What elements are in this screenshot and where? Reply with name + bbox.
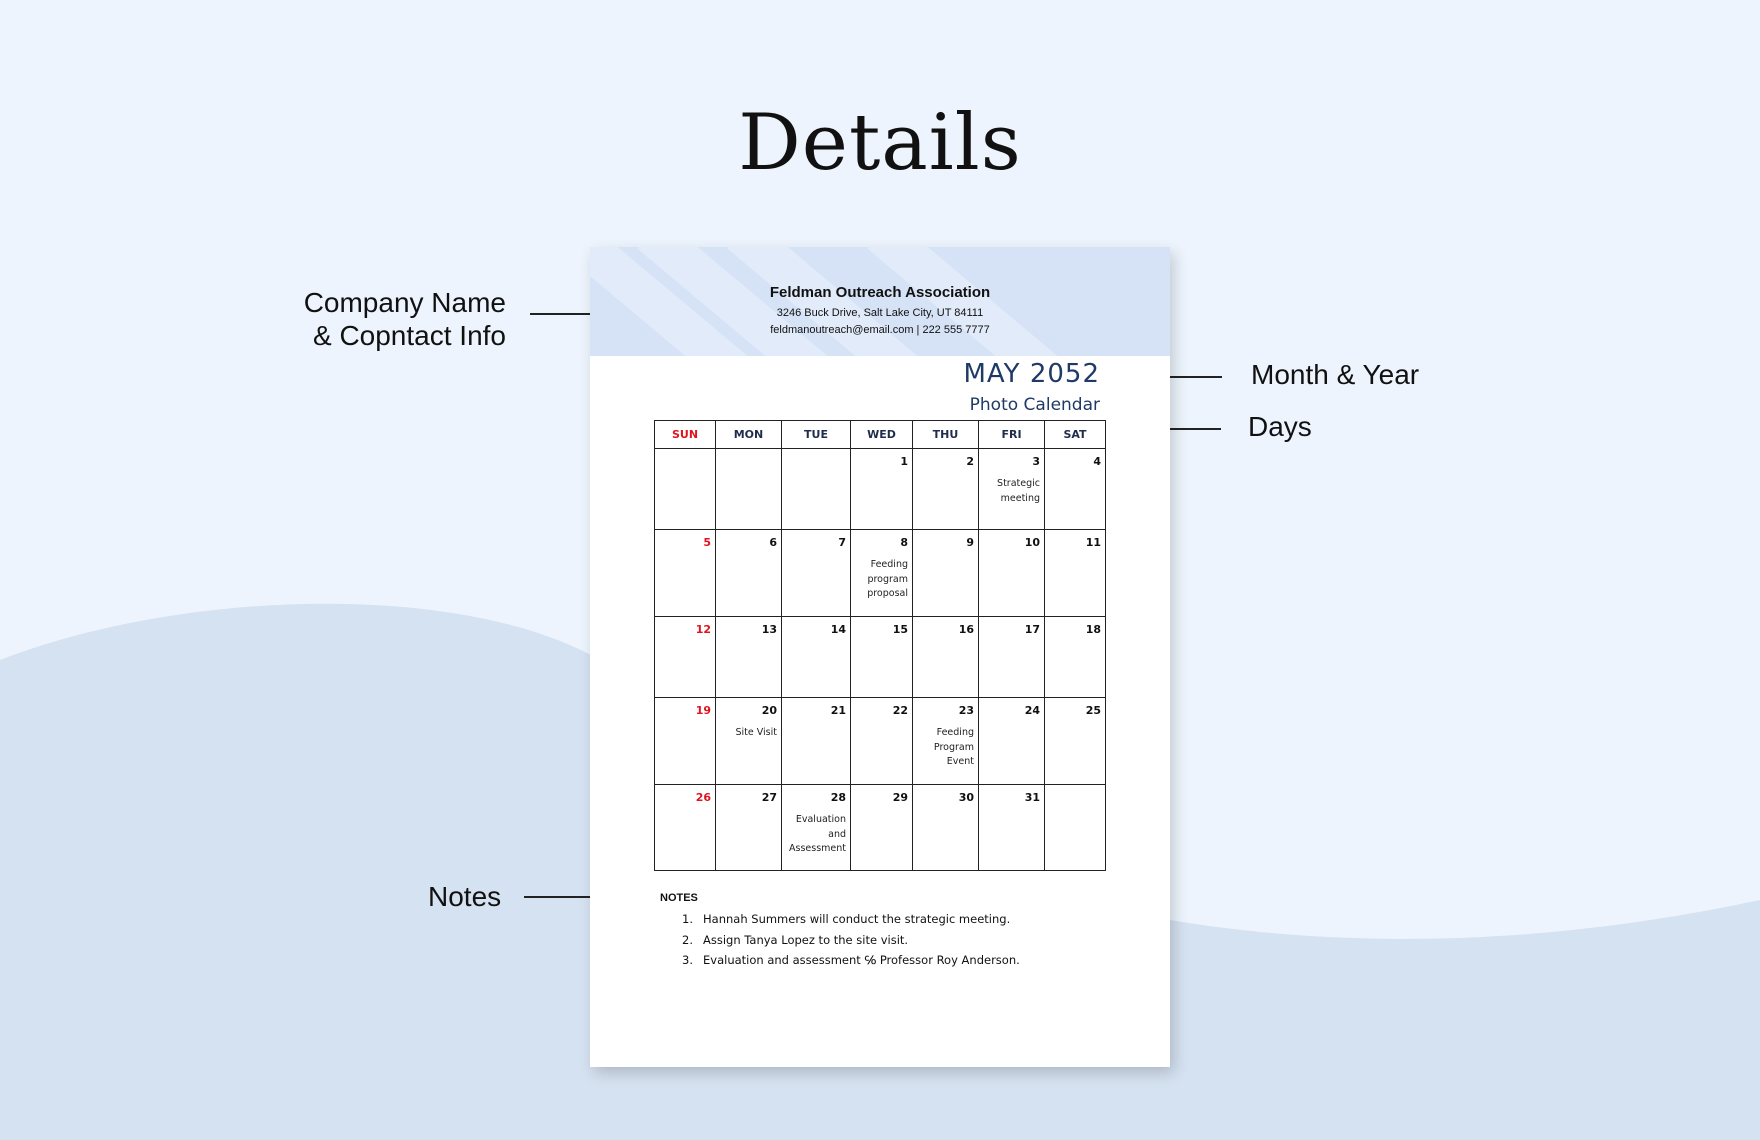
day-header-fri: FRI (979, 421, 1045, 449)
note-text: Evaluation and assessment ℅ Professor Roy Anderson. (703, 953, 1020, 967)
notes-title: NOTES (660, 892, 698, 904)
day-number: 11 (1085, 536, 1101, 549)
day-number: 12 (695, 623, 711, 636)
day-number: 24 (1024, 704, 1040, 717)
day-number: 21 (830, 704, 846, 717)
event-text-line: Feeding (936, 727, 974, 738)
calendar-week-row (655, 785, 1106, 871)
callout-company-info (260, 286, 506, 352)
callout-company-line2: & Copntact Info (312, 320, 506, 351)
calendar-day-cell[interactable] (979, 530, 1045, 617)
calendar-day-cell[interactable] (979, 617, 1045, 698)
callout-month-year: Month & Year (1251, 359, 1420, 390)
calendar-day-cell[interactable] (782, 617, 851, 698)
notes-list (660, 909, 1020, 971)
calendar-day-cell[interactable] (716, 698, 782, 785)
month-year-heading: MAY 2052 (963, 359, 1100, 389)
day-number: 7 (838, 536, 846, 549)
calendar-day-cell[interactable] (1045, 449, 1106, 530)
calendar-week-row (655, 449, 1106, 530)
event-text-line: proposal (867, 588, 908, 599)
day-number: 17 (1024, 623, 1040, 636)
company-address: 3246 Buck Drive, Salt Lake City, UT 84111 (776, 307, 984, 319)
day-header-row (655, 421, 1106, 449)
day-header-mon: MON (716, 421, 782, 449)
calendar-day-cell[interactable] (851, 449, 913, 530)
calendar-day-cell[interactable] (782, 530, 851, 617)
note-index: 1. (682, 912, 693, 926)
day-number: 28 (830, 791, 846, 804)
day-number: 27 (761, 791, 777, 804)
day-number: 3 (1032, 455, 1040, 468)
day-header-thu: THU (913, 421, 979, 449)
day-number (782, 449, 850, 455)
day-header-sat: SAT (1045, 421, 1106, 449)
calendar-day-cell[interactable] (851, 698, 913, 785)
day-number: 31 (1024, 791, 1040, 804)
day-number: 22 (892, 704, 908, 717)
page-title: Details (738, 98, 1022, 188)
day-number: 15 (892, 623, 908, 636)
day-number: 9 (966, 536, 974, 549)
day-header-wed: WED (851, 421, 913, 449)
calendar-event (782, 804, 850, 857)
note-index: 3. (682, 953, 693, 967)
calendar-week-row (655, 698, 1106, 785)
calendar-day-cell[interactable] (913, 530, 979, 617)
calendar-day-cell[interactable] (655, 698, 716, 785)
note-index: 2. (682, 932, 693, 947)
calendar-week-row (655, 530, 1106, 617)
calendar-grid (654, 420, 1106, 871)
day-number: 6 (769, 536, 777, 549)
calendar-event (979, 468, 1044, 506)
event-text-line: and (828, 828, 846, 840)
calendar-day-cell[interactable] (1045, 530, 1106, 617)
callout-days: Days (1248, 411, 1312, 442)
calendar-day-cell[interactable] (913, 617, 979, 698)
day-number: 8 (900, 536, 908, 549)
day-number: 18 (1085, 623, 1101, 636)
company-name: Feldman Outreach Association (769, 284, 991, 301)
calendar-day-cell[interactable] (655, 530, 716, 617)
calendar-day-cell[interactable] (1045, 785, 1106, 871)
day-number: 5 (703, 536, 711, 549)
day-number: 1 (900, 455, 908, 468)
event-text-line: Program (933, 741, 974, 753)
event-text-line: Feeding (870, 559, 908, 570)
calendar-document (590, 247, 1170, 1067)
calendar-subtitle: Photo Calendar (969, 395, 1100, 415)
calendar-day-cell[interactable] (782, 698, 851, 785)
day-header-sun: SUN (655, 421, 716, 449)
day-number: 20 (761, 704, 777, 717)
calendar-day-cell[interactable] (851, 530, 913, 617)
header-stripe (868, 247, 1093, 356)
day-number: 10 (1024, 536, 1040, 549)
event-text-line: Site Visit (735, 727, 777, 738)
day-header-tue: TUE (782, 421, 851, 449)
calendar-day-cell[interactable] (913, 698, 979, 785)
calendar-day-cell[interactable] (913, 785, 979, 871)
calendar-day-cell[interactable] (851, 617, 913, 698)
day-number: 13 (761, 623, 777, 636)
callout-notes: Notes (428, 881, 502, 912)
event-text-line: Assessment (789, 843, 846, 854)
calendar-day-cell[interactable] (655, 449, 716, 530)
calendar-day-cell[interactable] (782, 449, 851, 530)
note-item (660, 909, 1020, 930)
calendar-day-cell[interactable] (716, 449, 782, 530)
company-contact: feldmanoutreach@email.com | 222 555 7777 (770, 324, 990, 336)
event-text-line: Evaluation (795, 814, 846, 825)
calendar-day-cell[interactable] (913, 449, 979, 530)
calendar-day-cell[interactable] (655, 617, 716, 698)
calendar-day-cell[interactable] (979, 785, 1045, 871)
day-number: 30 (958, 791, 974, 804)
calendar-day-cell[interactable] (716, 617, 782, 698)
event-text-line: meeting (1000, 492, 1040, 504)
day-number (716, 449, 781, 455)
note-text: Assign Tanya Lopez to the site visit. (703, 932, 909, 947)
calendar-week-row (655, 617, 1106, 698)
day-number: 29 (892, 791, 908, 804)
calendar-day-cell[interactable] (782, 785, 851, 871)
calendar-event (716, 717, 781, 741)
day-number (1045, 785, 1105, 791)
day-number (655, 449, 715, 455)
note-item (660, 950, 1020, 971)
calendar-day-cell[interactable] (979, 449, 1045, 530)
calendar-day-cell[interactable] (655, 785, 716, 871)
calendar-day-cell[interactable] (716, 530, 782, 617)
calendar-event (851, 549, 912, 602)
calendar-event (913, 717, 978, 770)
event-text-line: program (867, 573, 908, 585)
calendar-day-cell[interactable] (851, 785, 913, 871)
calendar-day-cell[interactable] (1045, 698, 1106, 785)
callout-company-line1: Company Name (303, 287, 506, 318)
document-header (590, 247, 1170, 356)
day-number: 4 (1093, 455, 1101, 468)
event-text-line: Event (946, 756, 974, 767)
day-number: 26 (695, 791, 711, 804)
day-number: 25 (1085, 704, 1101, 717)
calendar-day-cell[interactable] (1045, 617, 1106, 698)
day-number: 23 (958, 704, 974, 717)
day-number: 19 (695, 704, 711, 717)
calendar-day-cell[interactable] (979, 698, 1045, 785)
day-number: 2 (966, 455, 974, 468)
day-number: 14 (830, 623, 846, 636)
calendar-day-cell[interactable] (716, 785, 782, 871)
event-text-line: Strategic (997, 478, 1040, 489)
note-item (660, 930, 1020, 951)
note-text: Hannah Summers will conduct the strategic meeting. (703, 912, 1011, 926)
day-number: 16 (958, 623, 974, 636)
